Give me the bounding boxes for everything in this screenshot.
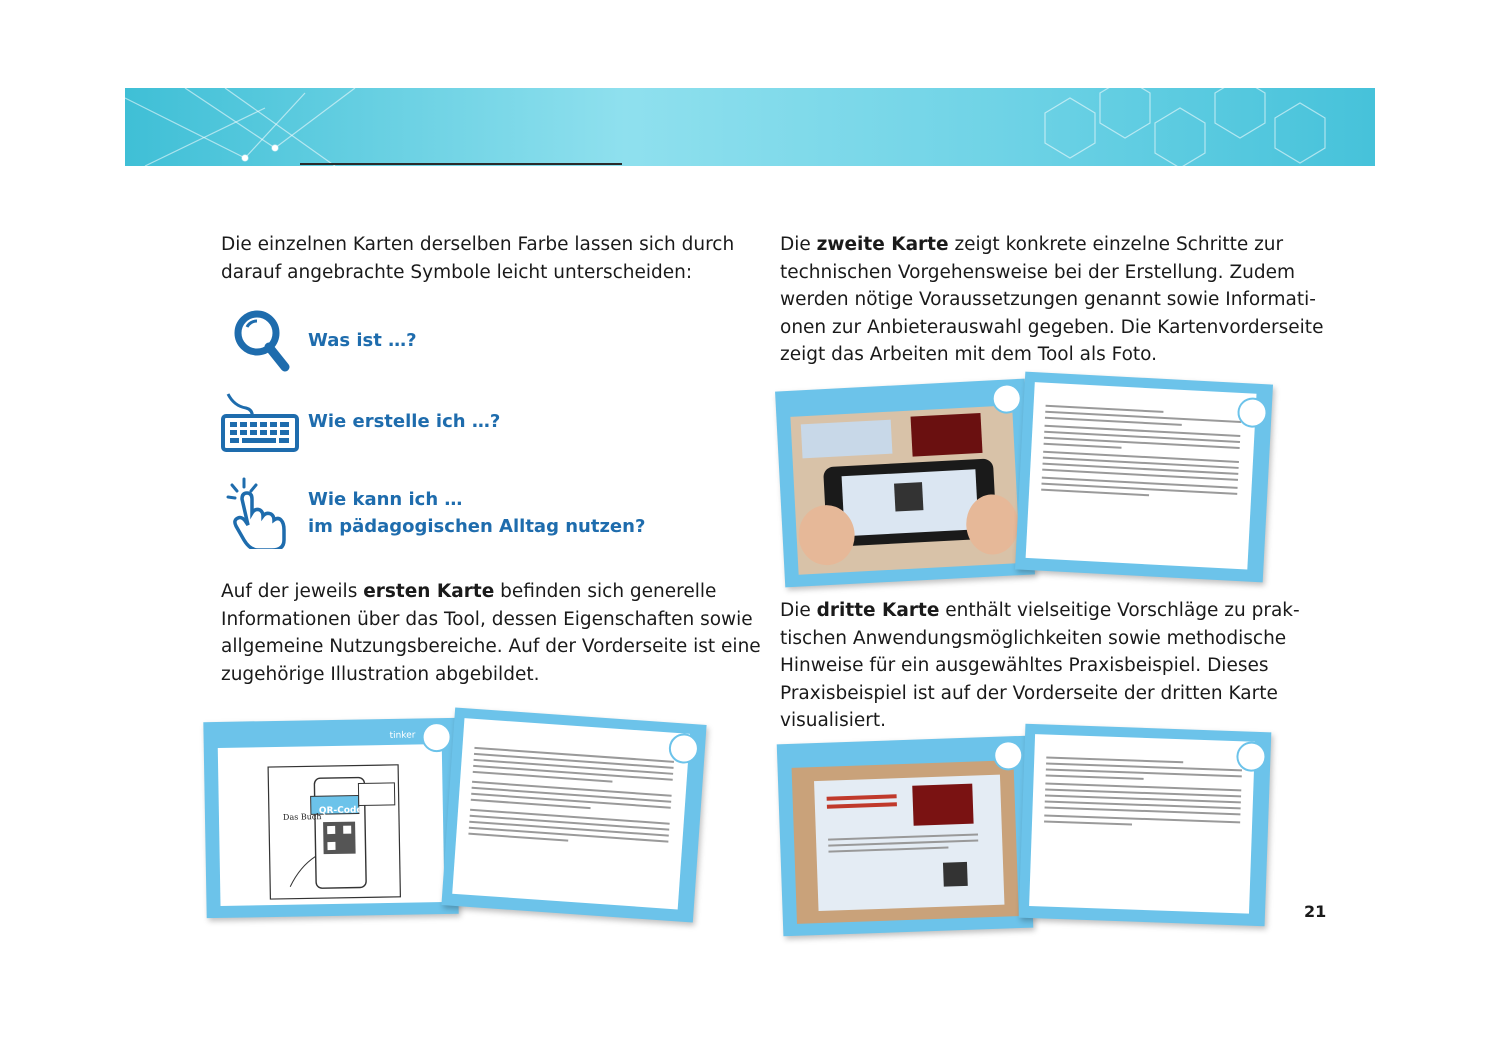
symbol-label-use: Wie kann ich … im pädagogischen Alltag nutzen?: [308, 489, 646, 537]
magnifier-icon: [218, 305, 302, 375]
card-back-info-face: [452, 718, 690, 909]
card-back-practice: [1019, 724, 1272, 926]
card-back-steps: [1015, 372, 1273, 583]
second-card-text: Die zweite Karte zeigt konkrete einzelne Schritte zur technischen Vorgehensweise bei der Erstellung. Zudem werden nötige Voraussetzungen genannt sowie Informati- onen zur Anbieterauswahl gegeben. Die Kartenvorderseite zeigt das Arbeiten mit dem Tool als Foto.: [780, 231, 1323, 369]
page-number: 21: [1304, 902, 1327, 921]
card-front-illustration: [203, 718, 458, 918]
card-back-steps-face: [1026, 382, 1257, 569]
symbol-row-use: [218, 478, 645, 548]
card-back-text-placeholder: [1041, 405, 1241, 505]
symbol-label-what: Was ist …?: [308, 329, 417, 351]
third-line-1: Die dritte Karte enthält vielseitige Vorschläge zu prak-: [780, 600, 1300, 621]
card-back-text-placeholder: [468, 747, 674, 853]
second-line-1: Die zweite Karte zeigt konkrete einzelne Schritte zur: [780, 234, 1284, 255]
illustration-qr-label: QR-Code: [318, 805, 363, 817]
card-badge-icon: [421, 722, 452, 753]
network-pattern-decoration: [125, 88, 1375, 166]
card-tag: tinker: [389, 730, 416, 741]
card-front-practice-face: [792, 760, 1019, 924]
symbol-label-create: Wie erstelle ich …?: [308, 410, 501, 432]
first-line-1: Auf der jeweils ersten Karte befinden sich generelle: [221, 581, 717, 602]
banner-rule: [300, 163, 622, 165]
card-front-illustration-face: [218, 744, 445, 906]
card-back-info: [441, 707, 706, 922]
corkboard-photo: [792, 760, 1019, 924]
phone-photo: [790, 405, 1020, 574]
card-back-practice-face: [1029, 734, 1255, 914]
intro-line-2: darauf angebrachte Symbole leicht unterscheiden:: [221, 261, 693, 283]
card-front-photo-face: [790, 405, 1020, 574]
intro-line-1: Die einzelnen Karten derselben Farbe lassen sich durch: [221, 234, 735, 255]
card-front-photo: [775, 379, 1035, 588]
card-badge-icon: [1236, 741, 1267, 772]
keyboard-icon: [218, 386, 302, 456]
card-badge-icon: [991, 383, 1023, 415]
third-card-text: Die dritte Karte enthält vielseitige Vorschläge zu prak- tischen Anwendungsmöglichkeiten sowie methodische Hinweise für ein ausgewähltes Praxisbeispiel. Dieses Praxisbeispiel ist auf der Vorderseite der dritten Karte visualisiert.: [780, 597, 1300, 735]
symbol-row-create: [218, 386, 500, 456]
symbol-row-what: [218, 305, 417, 375]
card-badge-icon: [993, 740, 1024, 771]
card-back-text-placeholder: [1044, 757, 1242, 834]
card-badge-icon: [1237, 397, 1269, 429]
touch-hand-icon: [218, 478, 302, 548]
header-banner: [125, 88, 1375, 166]
qr-phone-illustration: [218, 744, 445, 906]
card-front-practice: [777, 736, 1034, 937]
intro-text: [221, 231, 734, 286]
first-card-text: Auf der jeweils ersten Karte befinden sich generelle Informationen über das Tool, dessen Eigenschaften sowie allgemeine Nutzungsbereiche. Auf der Vorderseite ist eine zugehörige Illustration abgebildet.: [221, 578, 761, 688]
illustration-title: Das Buch: [282, 812, 322, 822]
